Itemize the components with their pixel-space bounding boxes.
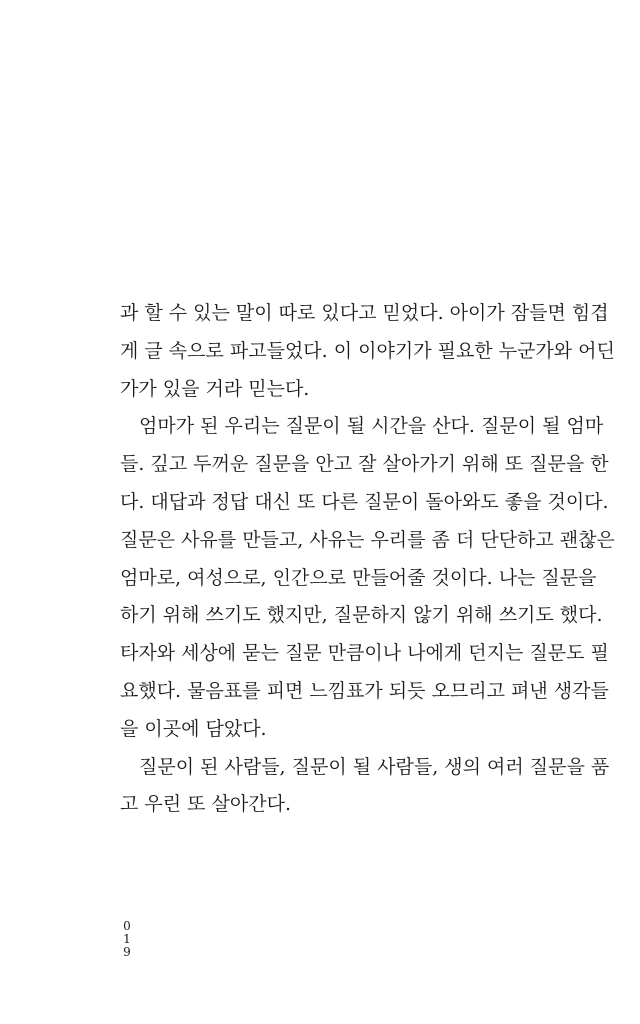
text-line: 다. 대답과 정답 대신 또 다른 질문이 돌아와도 좋을 것이다. [120,490,609,513]
text-line: 질문이 된 사람들, 질문이 될 사람들, 생의 여러 질문을 품 [139,755,610,778]
text-line: 게 글 속으로 파고들었다. 이 이야기가 필요한 누군가와 어딘 [120,339,615,362]
text-line: 질문은 사유를 만들고, 사유는 우리를 좀 더 단단하고 괜찮은 [120,528,615,551]
text-line: 요했다. 물음표를 피면 느낌표가 되듯 오므리고 펴낸 생각들 [120,679,609,702]
page-number-digit: 9 [123,945,131,959]
text-line: 들. 깊고 두꺼운 질문을 안고 잘 살아가기 위해 또 질문을 한 [120,453,609,476]
page-number-digit: 1 [123,932,131,946]
text-line: 가가 있을 거라 믿는다. [120,377,310,400]
text-line: 하기 위해 쓰기도 했지만, 질문하지 않기 위해 쓰기도 했다. [120,604,603,627]
text-line: 고 우린 또 살아간다. [120,793,291,816]
text-line: 과 할 수 있는 말이 따로 있다고 믿었다. 아이가 잠들면 힘겹 [120,302,609,324]
text-line: 엄마로, 여성으로, 인간으로 만들어줄 것이다. 나는 질문을 [120,566,597,589]
text-line: 엄마가 된 우리는 질문이 될 시간을 산다. 질문이 될 엄마 [139,415,604,438]
page-number-digit: 0 [123,919,131,933]
page-number [120,920,134,959]
body-text [120,295,615,824]
text-line: 타자와 세상에 묻는 질문 만큼이나 나에게 던지는 질문도 필 [120,642,609,665]
text-line: 을 이곳에 담았다. [120,717,267,740]
